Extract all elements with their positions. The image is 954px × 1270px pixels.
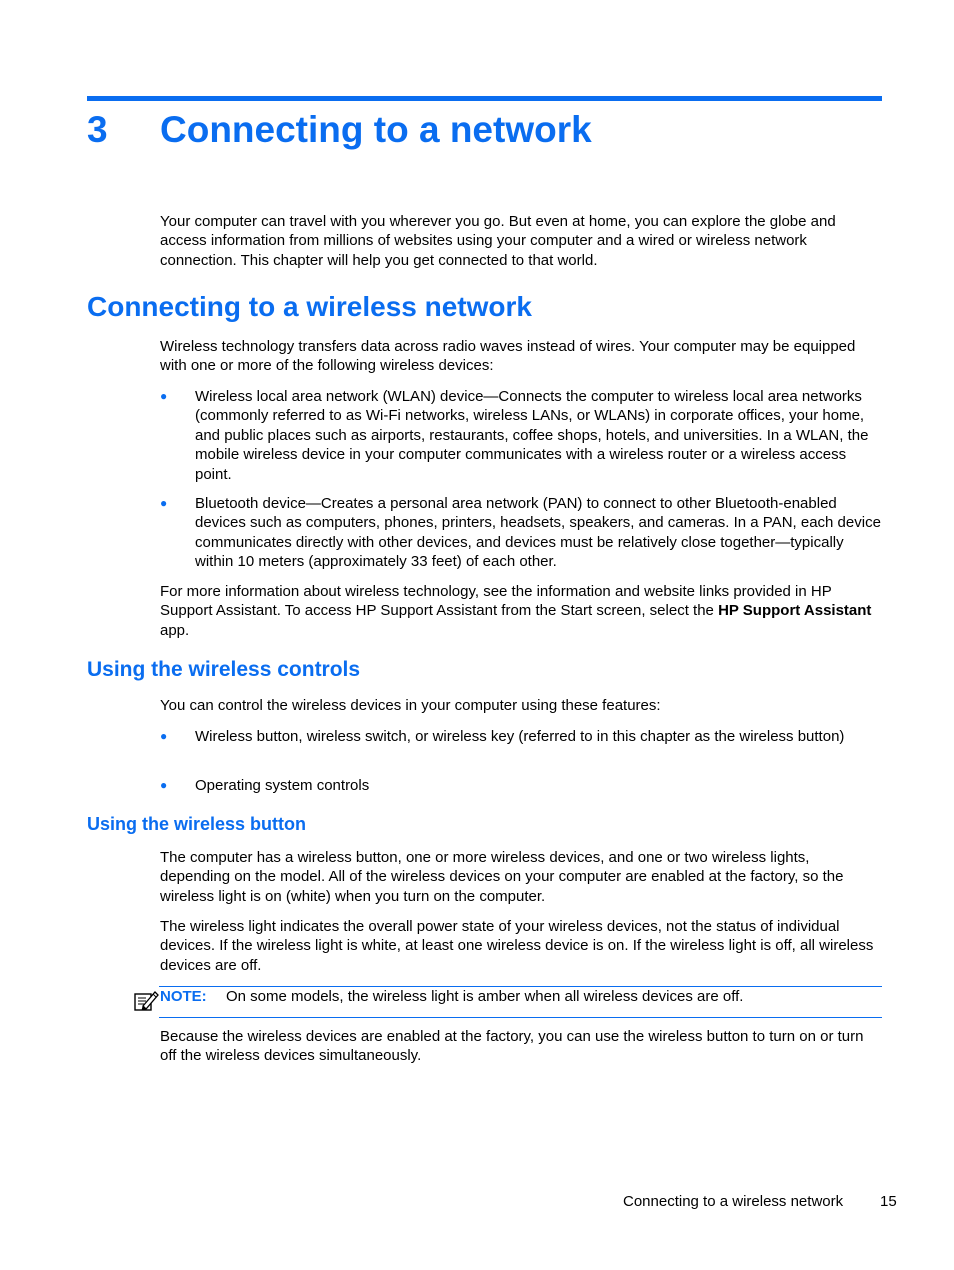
section-heading-wireless: Connecting to a wireless network	[87, 291, 532, 322]
controls-intro-paragraph: You can control the wireless devices in your computer using these features:	[160, 697, 661, 714]
note-bottom-rule	[159, 1017, 882, 1018]
section-heading-button: Using the wireless button	[87, 814, 307, 834]
bullet-icon: ●	[160, 729, 168, 743]
wireless-intro-paragraph: Wireless technology transfers data across radio waves instead of wires. Your computer may be equipped with one or more of the following wireless devices:	[160, 338, 856, 375]
button-paragraph-3: Because the wireless devices are enabled at the factory, you can use the wireless button to turn on or turn off the wireless devices simultaneously.	[160, 1028, 864, 1065]
list-item	[160, 727, 882, 746]
hp-support-assistant-bold: HP Support Assistant	[718, 602, 872, 620]
list-item	[160, 387, 882, 484]
note-text: On some models, the wireless light is amber when all wireless devices are off.	[226, 988, 744, 1005]
section-heading-controls: Using the wireless controls	[87, 658, 361, 681]
button-paragraph-1: The computer has a wireless button, one or more wireless devices, and one or two wireless lights, depending on the model. All of the wireless devices on your computer are enabled at the factory, so the wireless light is on (white) when you turn on the computer.	[160, 849, 844, 905]
chapter-rule	[87, 96, 882, 101]
chapter-title: Connecting to a network	[160, 109, 592, 150]
note-pencil-icon	[133, 989, 159, 1013]
list-item	[160, 494, 882, 572]
intro-paragraph: Your computer can travel with you wherever you go. But even at home, you can explore the globe and access information from millions of websites using your computer and a wired or wireless network connection. This chapter will help you get connected to that world.	[160, 213, 836, 269]
bullet-icon: ●	[160, 389, 168, 403]
note-box	[133, 986, 882, 1018]
bullet-icon: ●	[160, 496, 168, 510]
chapter-number: 3	[87, 109, 108, 150]
footer-page-number: 15	[880, 1193, 897, 1210]
list-item-text: Operating system controls	[195, 777, 370, 794]
chapter-heading	[87, 106, 592, 154]
more-info-text-end: app.	[160, 621, 190, 639]
list-item	[160, 776, 882, 795]
list-item-text: Bluetooth device—Creates a personal area network (PAN) to connect to other Bluetooth-enabled devices such as computers, phones, printers, headsets, speakers, and cameras. In a PAN, each device communicates directly with other devices, and devices must be relatively close together—typically within 10 meters (approximately 33 feet) of each other.	[195, 495, 881, 571]
list-item-text: Wireless button, wireless switch, or wireless key (referred to in this chapter as the wireless button)	[195, 728, 845, 745]
more-info-text: For more information about wireless technology, see the information and website links provided in HP Support Assistant. To access HP Support Assistant from the Start screen, select the	[160, 583, 832, 620]
button-paragraph-2: The wireless light indicates the overall power state of your wireless devices, not the status of individual devices. If the wireless light is white, at least one wireless device is on. If the wireless light is off, all wireless devices are off.	[160, 918, 874, 974]
list-item-text: Wireless local area network (WLAN) device—Connects the computer to wireless local area networks (commonly referred to as Wi-Fi networks, wireless LANs, or WLANs) in corporate offices, your home, and public places such as airports, restaurants, coffee shops, hotels, and universities. In a WLAN, the mobile wireless device in your computer communicates with a wireless router or a wireless access point.	[195, 388, 869, 483]
wireless-more-info-paragraph	[160, 582, 882, 640]
footer-section-title: Connecting to a wireless network	[623, 1193, 844, 1210]
bullet-icon: ●	[160, 778, 168, 792]
note-label: NOTE:	[160, 988, 207, 1005]
